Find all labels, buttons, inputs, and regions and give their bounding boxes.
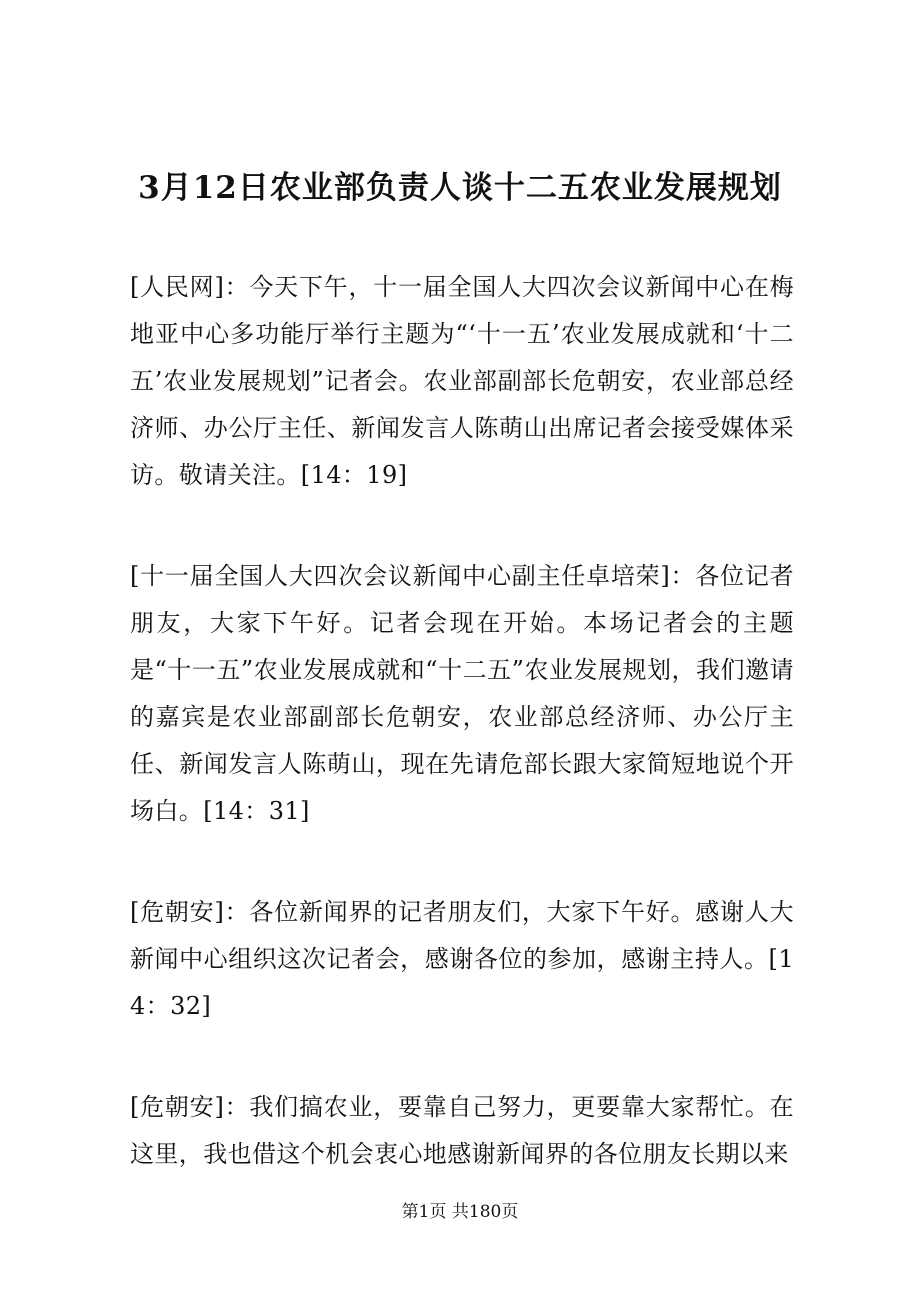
document-title: 3月12日农业部负责人谈十二五农业发展规划 [138,170,782,206]
paragraph-host-opening: [十一届全国人大四次会议新闻中心副主任卓培荣]：各位记者朋友，大家下午好。记者会现在开始。本场记者会的主题是“十一五”农业发展成就和“十二五”农业发展规划，我们邀请的嘉宾是农业部副部长危朝安，农业部总经济师、办公厅主任、新闻发言人陈萌山，现在先请危部长跟大家简短地说个开场白。[14：31] [130,562,794,825]
page-number-footer: 第1页 共180页 [401,1202,519,1222]
paragraph-wei-greeting: [危朝安]：各位新闻界的记者朋友们，大家下午好。感谢人大新闻中心组织这次记者会，感谢各位的参加，感谢主持人。[14：32] [130,898,794,1020]
paragraph-intro: [人民网]：今天下午，十一届全国人大四次会议新闻中心在梅地亚中心多功能厅举行主题为“‘十一五’农业发展成就和‘十二五’农业发展规划”记者会。农业部副部长危朝安，农业部总经济师、办公厅主任、新闻发言人陈萌山出席记者会接受媒体采访。敬请关注。[14：19] [130,273,794,489]
document-body [130,264,794,1232]
paragraph-wei-remarks: [危朝安]：我们搞农业，要靠自己努力，更要靠大家帮忙。在这里，我也借这个机会衷心地感谢新闻界的各位朋友长期以来 [130,1093,794,1168]
